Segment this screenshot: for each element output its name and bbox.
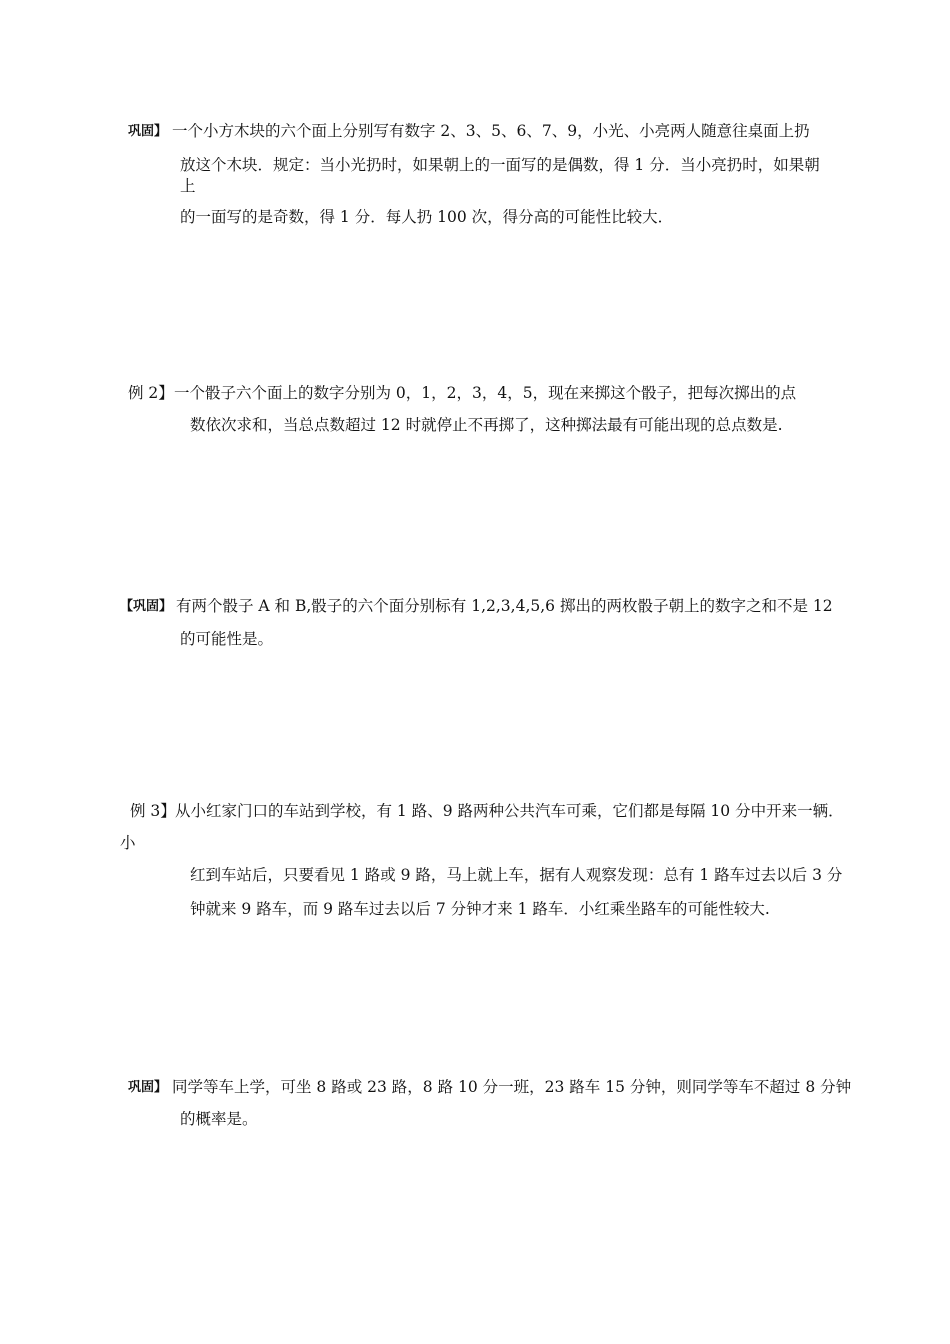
problem-4-label: 例 3】 [130,802,176,820]
problem-4-line-2: 小 [120,834,136,852]
problem-4-line-3: 红到车站后，只要看见 1 路或 9 路，马上就上车，据有人观察发现：总有 1 路车过去以后 3 分 [190,866,843,884]
problem-5-label: 巩固】 [128,1080,168,1095]
problem-4-line-1: 从小红家门口的车站到学校，有 1 路、9 路两种公共汽车可乘，它们都是每隔 10 分中开来一辆． [175,802,844,820]
problem-3-label: 【巩固】 [120,599,173,614]
problem-5-line-2: 的概率是。 [180,1110,258,1128]
problem-5-line-1: 同学等车上学，可坐 8 路或 23 路，8 路 10 分一班，23 路车 15 分钟，则同学等车不超过 8 分钟 [172,1078,852,1096]
problem-3-line-2: 的可能性是。 [180,630,274,648]
problem-2-line-1: 一个骰子六个面上的数字分别为 0，1，2，3，4，5，现在来掷这个骰子，把每次掷出的点 [174,384,797,402]
problem-1-line-4: 的一面写的是奇数，得 1 分．每人扔 100 次，得分高的可能性比较大． [180,208,674,226]
problem-3-line-1: 有两个骰子 A 和 B,骰子的六个面分别标有 1,2,3,4,5,6 掷出的两枚骰子朝上的数字之和不是 12 [176,597,833,615]
problem-2-label: 例 2】 [128,384,174,402]
problem-1-label: 巩固】 [128,124,168,139]
problem-2-line-2: 数依次求和，当总点数超过 12 时就停止不再掷了，这种掷法最有可能出现的总点数是. [190,416,783,434]
problem-1-line-2: 放这个木块．规定：当小光扔时，如果朝上的一面写的是偶数，得 1 分．当小亮扔时，如果朝 [180,156,820,174]
problem-4-line-4: 钟就来 9 路车，而 9 路车过去以后 7 分钟才来 1 路车．小红乘坐路车的可能性较大. [190,900,770,918]
problem-1-line-1: 一个小方木块的六个面上分别写有数字 2、3、5、6、7、9，小光、小亮两人随意往桌面上扔 [172,122,810,140]
problem-1-line-3: 上 [180,177,196,195]
